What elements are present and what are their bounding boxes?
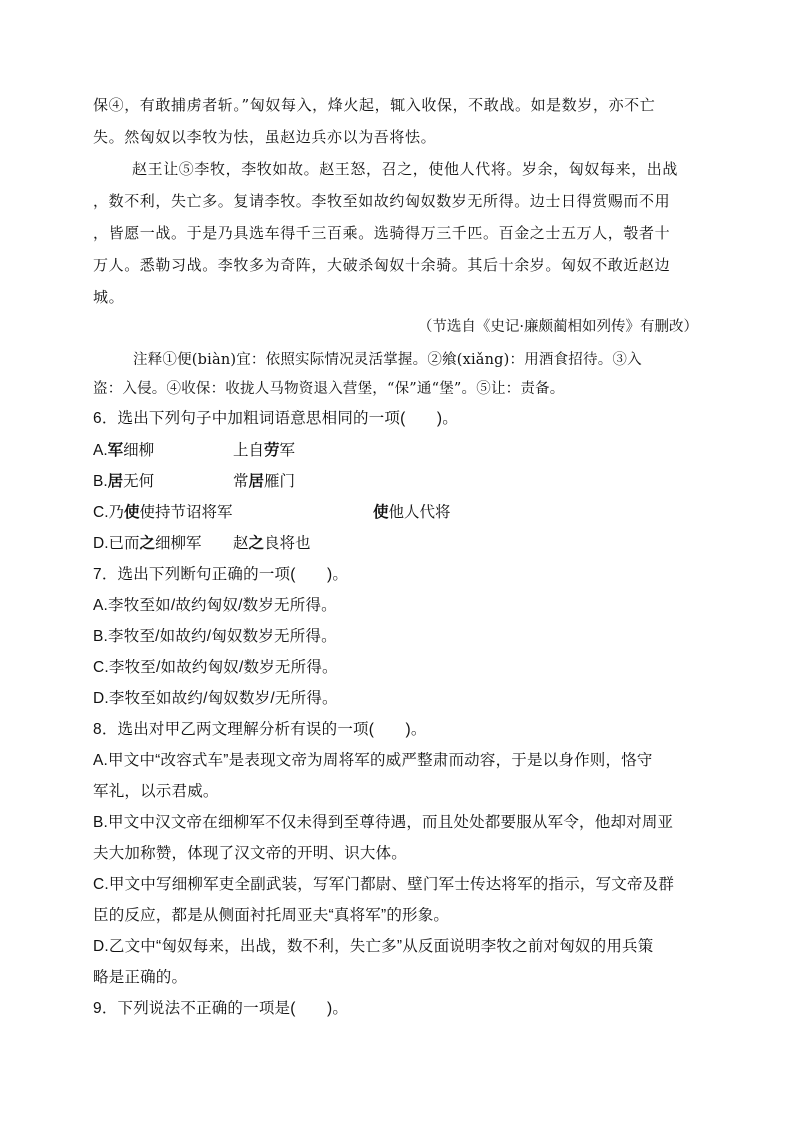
annotation-line: 注释①便(biàn)宜：依照实际情况灵活掌握。②飨(xiǎng)：用酒食招待。③入 bbox=[133, 352, 642, 368]
bold-word: 劳 bbox=[264, 442, 280, 459]
bold-word: 之 bbox=[248, 535, 265, 552]
q6-option-b[interactable]: B.居无何 常居雁门 bbox=[93, 473, 296, 490]
question-6-stem: 6．选出下列句子中加粗词语意思相同的一项( )。 bbox=[93, 410, 458, 427]
q8-option-c-cont: 臣的反应，都是从侧面衬托周亚夫“真将军”的形象。 bbox=[93, 907, 450, 924]
bold-word: 之 bbox=[139, 535, 156, 552]
q8-option-d[interactable]: D.乙文中“匈奴每来，出战，数不利，失亡多”从反面说明李牧之前对匈奴的用兵策 bbox=[93, 938, 654, 955]
q8-option-a-cont: 军礼，以示君威。 bbox=[93, 783, 219, 800]
q6-option-c[interactable]: C.乃使使持节诏将军 使他人代将 bbox=[93, 504, 451, 521]
q6-option-a[interactable]: A.军细柳 上自劳军 bbox=[93, 442, 296, 459]
q8-option-b-cont: 夫大加称赞，体现了汉文帝的开明、识大体。 bbox=[93, 845, 408, 862]
annotation-line: 盗：入侵。④收保：收拢人马物资退入营堡，“保”通“堡”。⑤让：责备。 bbox=[93, 381, 565, 397]
bold-word: 军 bbox=[107, 442, 124, 459]
bold-word: 居 bbox=[107, 473, 124, 490]
bold-word: 居 bbox=[248, 473, 265, 490]
question-9-stem: 9．下列说法不正确的一项是( )。 bbox=[93, 1000, 349, 1017]
q6-option-d[interactable]: D.已而之细柳军 赵之良将也 bbox=[93, 535, 311, 552]
question-7-stem: 7．选出下列断句正确的一项( )。 bbox=[93, 566, 349, 583]
bold-word: 使 bbox=[124, 504, 140, 521]
q7-option-c[interactable]: C.李牧至/如故约匈奴/数岁无所得。 bbox=[93, 659, 338, 676]
q8-option-a[interactable]: A.甲文中“改容式车”是表现文帝为周将军的威严整肃而动容，于是以身作则，恪守 bbox=[93, 752, 653, 769]
q8-option-d-cont: 略是正确的。 bbox=[93, 969, 188, 986]
document-page: 保④，有敢捕虏者斩。”匈奴每入，烽火起，辄入收保，不敢战。如是数岁，亦不亡 失。然匈奴以李牧为怯，虽赵边兵亦以为吾将怯。 赵王让⑤李牧，李牧如故。赵王怒，召之，使他人代将。岁余，匈奴每来，出战 ，数不利，失亡多。复请李牧。李牧至如故约匈奴数岁无所得。边士日得赏赐而不用 ，皆愿一战。于是乃具选车得千三百乘。选骑得万三千匹。百金之士五万人，彀者十 万人。悉勒习战。李牧多为奇阵，大破杀匈奴十余骑。其后十余岁。匈奴不敢近赵边 城。 （节选自《史记·廉颇蔺相如列传》有删改） 注释①便(biàn)宜：依照实际情况灵活掌握。②飨(xiǎng)：用酒食招待。③入 盗：入侵。④收保：收拢人马物资退入营堡，“保”通“堡”。⑤让：责备。 6．选出下列句子中加粗词语意思相同的一项( )。 A.军细柳 上自劳军 B.居无何 常居雁门 C.乃使使持节诏将军 使他人代将 D.已而之细柳军 赵之良将也 7．选出下列断句正确的一项( )。 A.李牧至如/故约匈奴/数岁无所得。 B.李牧至/如故约/匈奴数岁无所得。 C.李牧至/如故约匈奴/数岁无所得。 D.李牧至如故约/匈奴数岁/无所得。 8．选出对甲乙两文理解分析有误的一项( )。 A.甲文中“改容式车”是表现文帝为周将军的威严整肃而动容，于是以身作则，恪守 军礼，以示君威。 B.甲文中汉文帝在细柳军不仅未得到至尊待遇，而且处处都要服从军令，他却对周亚 夫大加称赞，体现了汉文帝的开明、识大体。 C.甲文中写细柳军吏全副武装，写军门都尉、壁门军士传达将军的指示，写文帝及群 臣的反应，都是从侧面衬托周亚夫“真将军”的形象。 D.乙文中“匈奴每来，出战，数不利，失亡多”从反面说明李牧之前对匈奴的用兵策 略是正确的。 9．下列说法不正确的一项是( )。 bbox=[0, 0, 794, 1123]
q8-option-c[interactable]: C.甲文中写细柳军吏全副武装，写军门都尉、壁门军士传达将军的指示，写文帝及群 bbox=[93, 876, 675, 893]
bold-word: 使 bbox=[373, 504, 389, 521]
q7-option-a[interactable]: A.李牧至如/故约匈奴/数岁无所得。 bbox=[93, 597, 337, 614]
q7-option-b[interactable]: B.李牧至/如故约/匈奴数岁无所得。 bbox=[93, 628, 337, 645]
question-8-stem: 8．选出对甲乙两文理解分析有误的一项( )。 bbox=[93, 721, 427, 738]
q7-option-d[interactable]: D.李牧至如故约/匈奴数岁/无所得。 bbox=[93, 690, 338, 707]
source-citation: （节选自《史记·廉颇蔺相如列传》有删改） bbox=[417, 319, 698, 335]
q8-option-b[interactable]: B.甲文中汉文帝在细柳军不仅未得到至尊待遇，而且处处都要服从军令，他却对周亚 bbox=[93, 814, 674, 831]
